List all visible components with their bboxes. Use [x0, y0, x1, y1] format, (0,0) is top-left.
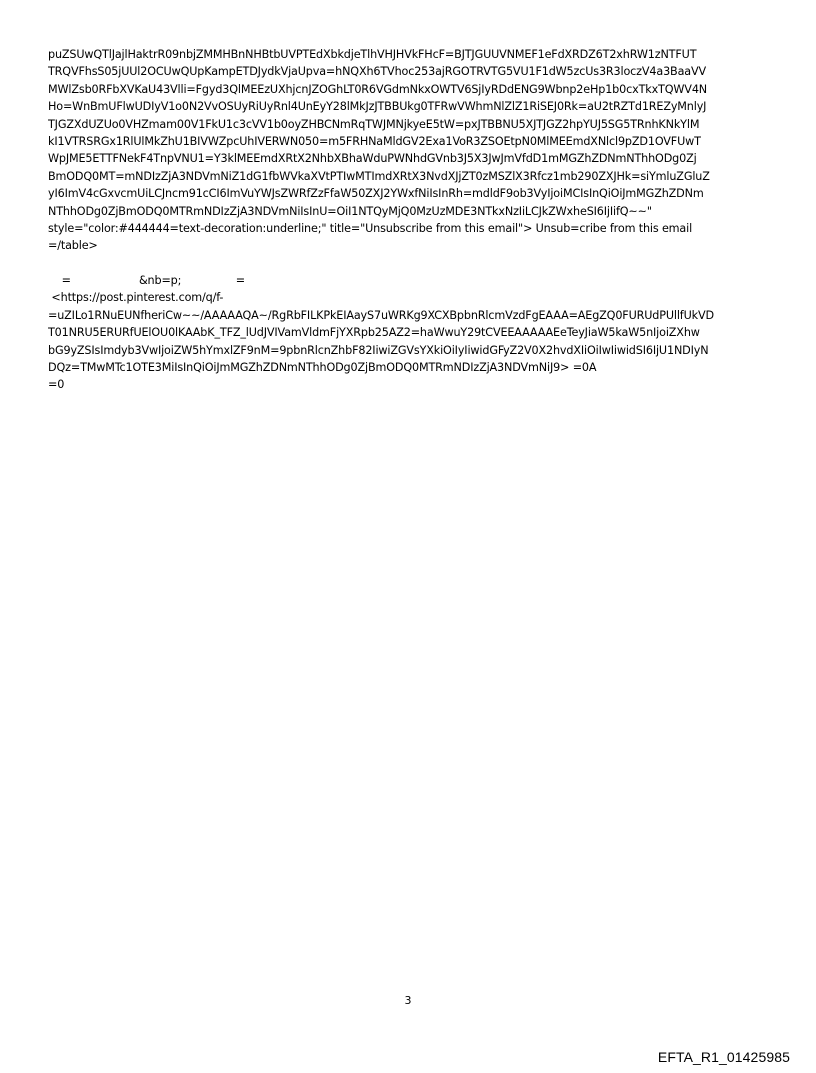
document-id: EFTA_R1_01425985	[657, 1049, 790, 1065]
text-line: yI6ImV4cGxvcmUiLCJncm91cCI6ImVuYWJsZWRfZzFfaW50ZXJ2YWxfNiIsInRh=mdldF9ob3VyIjoiMCIsInQiOiJmMGZhZDNm	[48, 187, 704, 201]
text-line: puZSUwQTlJajlHaktrR09nbjZMMHBnNHBtbUVPTEdXbkdjeTlhVHJHVkFHcF=BJTJGUUVNMEF1eFdXRDZ6T2xhRW1zNTFUT	[48, 48, 697, 61]
text-line: NThhODg0ZjBmODQ0MTRmNDIzZjA3NDVmNiIsInU=OiI1NTQyMjQ0MzUzMDE3NTkxNzIiLCJkZWxheSI6IjIifQ~~"	[48, 204, 652, 218]
text-line: TJGZXdUZUo0VHZmam00V1FkU1c3cVV1b0oyZHBCNmRqTWJMNjkyeE5tW=pxJTBBNU5XJTJGZ2hpYUJ5SG5TRnhKNkYlM	[48, 117, 700, 131]
text-line: DQz=TMwMTc1OTE3MiIsInQiOiJmMGZhZDNmNThhODg0ZjBmODQ0MTRmNDIzZjA3NDVmNiJ9> =0A	[48, 361, 597, 375]
text-line: TRQVFhsS05jUUl2OCUwQUpKampETDJydkVjaUpva=hNQXh6TVhoc253ajRGOTRVTG5VU1F1dW5zcUs3R3loczV4a3BaaVV	[48, 65, 706, 79]
text-line: bG9yZSIsImdyb3VwIjoiZW5hYmxlZF9nM=9pbnRlcnZhbF82IiwiZGVsYXkiOiIyIiwidGFyZ2V0X2hvdXIiOiIwIiwidSI6IjU1NDIyN	[48, 343, 709, 357]
text-line: Ho=WnBmUFlwUDIyV1o0N2VvOSUyRiUyRnl4UnEyY28lMkJzJTBBUkg0TFRwVWhmNlZlZ1RiSEJ0Rk=aU2tRZTd1REZyMnlyJ	[48, 100, 707, 114]
text-line: T01NRU5ERURfUElOU0lKAAbK_TFZ_lUdJVIVamVldmFjYXRpb25AZ2=haWwuY29tCVEEAAAAAEeTeyJiaW5kaW5nIjoiZXhw	[48, 326, 700, 340]
text-line: BmODQ0MT=mNDIzZjA3NDVmNiZ1dG1fbWVkaXVtPTIwMTImdXRtX3NvdXJjZT0zMSZlX3Rfcz1mb290ZXJHk=siYmluZGluZ	[48, 169, 710, 183]
text-line: WpJME5ETTFNekF4TnpVNU1=Y3klMEEmdXRtX2NhbXBhaWduPWNhdGVnb3J5X3JwJmVfdD1mMGZhZDNmNThhODg0Zj	[48, 152, 697, 166]
text-line: style="color:#444444=text-decoration:underline;" title="Unsubscribe from this email"> Unsub=cribe from this email	[48, 221, 693, 235]
blank-line	[48, 255, 778, 272]
document-body	[48, 46, 778, 394]
text-line: =/table>	[48, 239, 98, 253]
text-line: =uZILo1RNuEUNfheriCw~~/AAAAAQA~/RgRbFILKPkEIAayS7uWRKg9XCXBpbnRlcmVzdFgEAAA=AEgZQ0FURUdPUllfUkVD	[48, 308, 714, 322]
page-number: 3	[404, 994, 412, 1007]
text-line: =0	[48, 378, 65, 392]
text-line: = &nb=p; =	[48, 274, 245, 288]
text-line: MWlZsb0RFbXVKaU43Vlli=Fgyd3QlMEEzUXhjcnJZOGhLT0R6VGdmNkxOWTV6SjIyRDdENG9Wbnp2eHp1b0cxTkxTQWV4N	[48, 82, 708, 96]
text-line: <https://post.pinterest.com/q/f-	[48, 291, 224, 305]
text-line: kI1VTRSRGx1RlUlMkZhU1BIVWZpcUhIVERWN050=m5FRHNaMldGV2Exa1VoR3ZSOEtpN0MlMEEmdXNlcl9pZD1OVFUwT	[48, 134, 701, 148]
